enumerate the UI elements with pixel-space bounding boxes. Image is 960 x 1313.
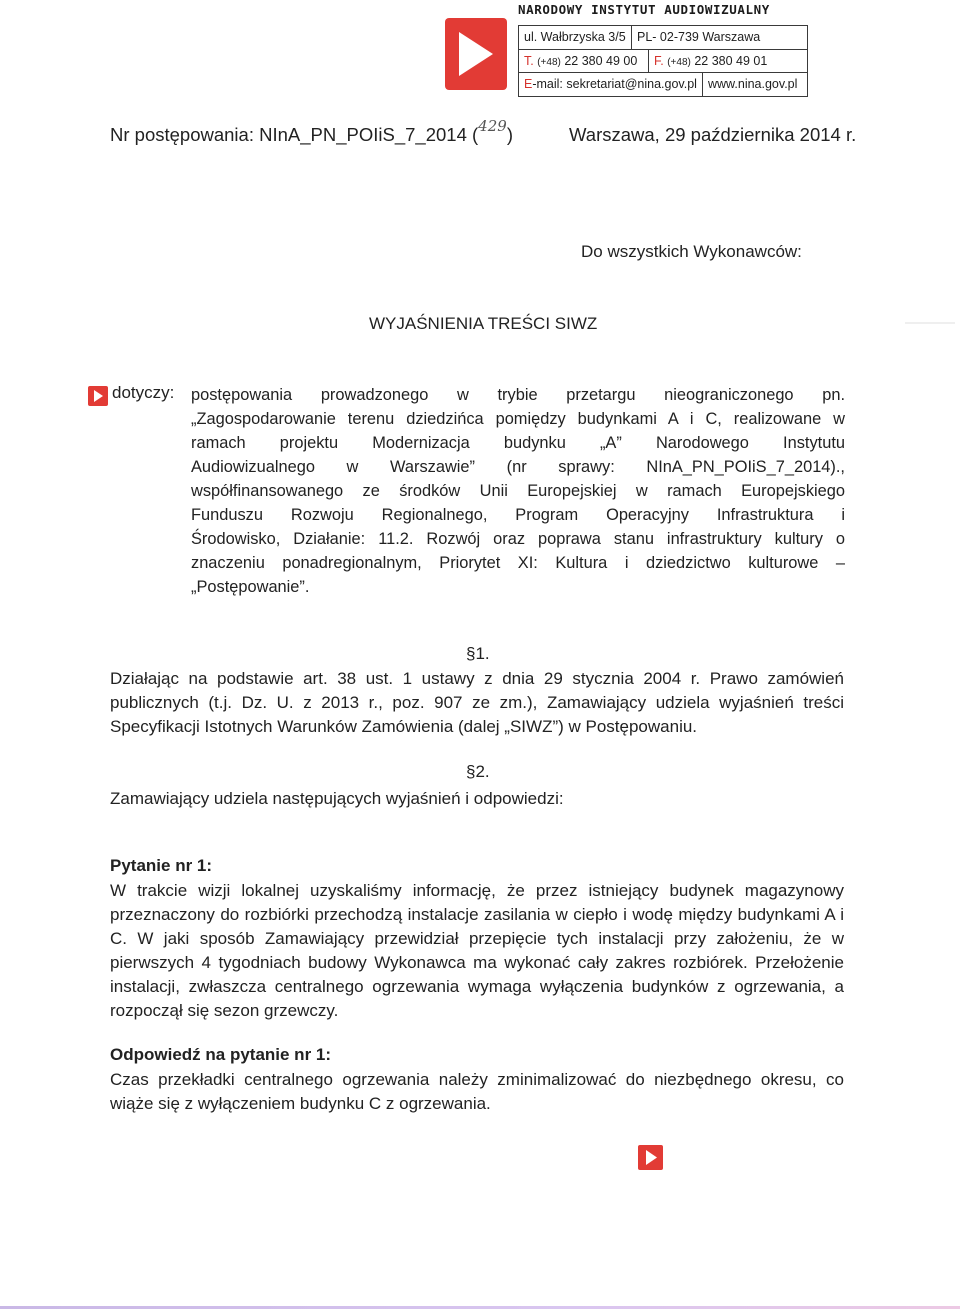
question-1-text: W trakcie wizji lokalnej uzyskaliśmy informację, że przez istniejący budynek magazynowy przeznaczony do rozbiórki przechodzą instalacje zasilania w ciepło i wodę między budynkami A i C. W jaki sposób Zamawiający przewidział przepięcie tych instalacji przy założeniu, że w pierwszych 4 tygodniach budowy Wykonawca ma wykonać cały zakres rozbiórek. Przełożenie instalacji, zwłaszcza centralnego ogrzewania wymaga wyłączenia budynków z ogrzewania, a rozpoczął się sezon grzewczy. [110, 881, 844, 1020]
concerning-label: dotyczy: [112, 383, 175, 402]
answer-1-heading: Odpowiedź na pytanie nr 1: [110, 1045, 332, 1064]
question-1-heading: Pytanie nr 1: [110, 856, 213, 875]
email-row [519, 72, 807, 96]
answer-1-text: Czas przekładki centralnego ogrzewania należy zminimalizować do niezbędnego okresu, co wiąże się z wyłączeniem budynku C z ogrzewania. [110, 1070, 844, 1113]
play-triangle-icon [445, 18, 507, 90]
section-2-heading: §2. [466, 762, 490, 781]
phone: T. (+48) 22 380 49 00 [524, 54, 638, 68]
concerning-line: ramach projektu Modernizacja budynku „A” Narodowego Instytutu [191, 434, 845, 452]
document-title: WYJAŚNIENIA TREŚCI SIWZ [369, 314, 598, 333]
case-number: Nr postępowania: NInA_PN_POIiS_7_2014 ($^{429}$) [110, 117, 513, 145]
section-2-text: Zamawiający udziela następujących wyjaśnień i odpowiedzi: [110, 789, 564, 808]
concerning-line: Funduszu Rozwoju Regionalnego, Program Operacyjny Infrastruktura i [191, 506, 845, 524]
concerning-text [191, 383, 845, 599]
section-1-text: Działając na podstawie art. 38 ust. 1 ustawy z dnia 29 stycznia 2004 r. Prawo zamówień publicznych (t.j. Dz. U. z 2013 r., poz. 907 ze zm.), Zamawiający udziela wyjaśnień treści Specyfikacji Istotnych Warunków Zamówienia (dalej „SIWZ”) w Postępowaniu. [110, 669, 844, 736]
concerning-line: Środowisko, Działanie: 11.2. Rozwój oraz poprawa stanu infrastruktury kultury o [191, 530, 845, 548]
concerning-line: „Zagospodarowanie terenu dziedzińca pomiędzy budynkami A i C, realizowane w [191, 410, 845, 428]
contact-box [518, 25, 808, 97]
page-end-play-icon [638, 1145, 663, 1170]
concerning-line: „Postępowanie”. [191, 578, 310, 596]
document-date: Warszawa, 29 października 2014 r. [569, 124, 857, 145]
fax: F. (+48) 22 380 49 01 [648, 50, 767, 73]
concerning-line: współfinansowanego ze środków Unii Europejskiej w ramach Europejskiego [191, 482, 845, 500]
address-street: ul. Wałbrzyska 3/5 [524, 30, 626, 44]
concerning-line: Audiowizualnego w Warszawie” (nr sprawy: NInA_PN_POIiS_7_2014)., [191, 458, 845, 476]
bottom-border [0, 1306, 960, 1309]
address-postal: PL- 02-739 Warszawa [631, 26, 760, 49]
concerning-line: znaczeniu ponadregionalnym, Priorytet XI: Kultura i dziedzictwo kulturowe – [191, 554, 845, 572]
bullet-play-icon [88, 386, 108, 406]
addressee: Do wszystkich Wykonawców: [581, 242, 802, 261]
section-1-heading: §1. [466, 644, 490, 663]
concerning-line: postępowania prowadzonego w trybie przetargu nieograniczonego pn. [191, 386, 845, 404]
logo [445, 18, 507, 90]
scan-edge-mark [905, 322, 955, 324]
address-row [519, 26, 807, 49]
handwritten-number: 429 [478, 117, 507, 135]
org-name: NARODOWY INSTYTUT AUDIOWIZUALNY [518, 2, 770, 17]
phone-row [519, 49, 807, 73]
email[interactable]: E-mail: sekretariat@nina.gov.pl [524, 77, 697, 91]
website[interactable]: www.nina.gov.pl [702, 73, 797, 96]
